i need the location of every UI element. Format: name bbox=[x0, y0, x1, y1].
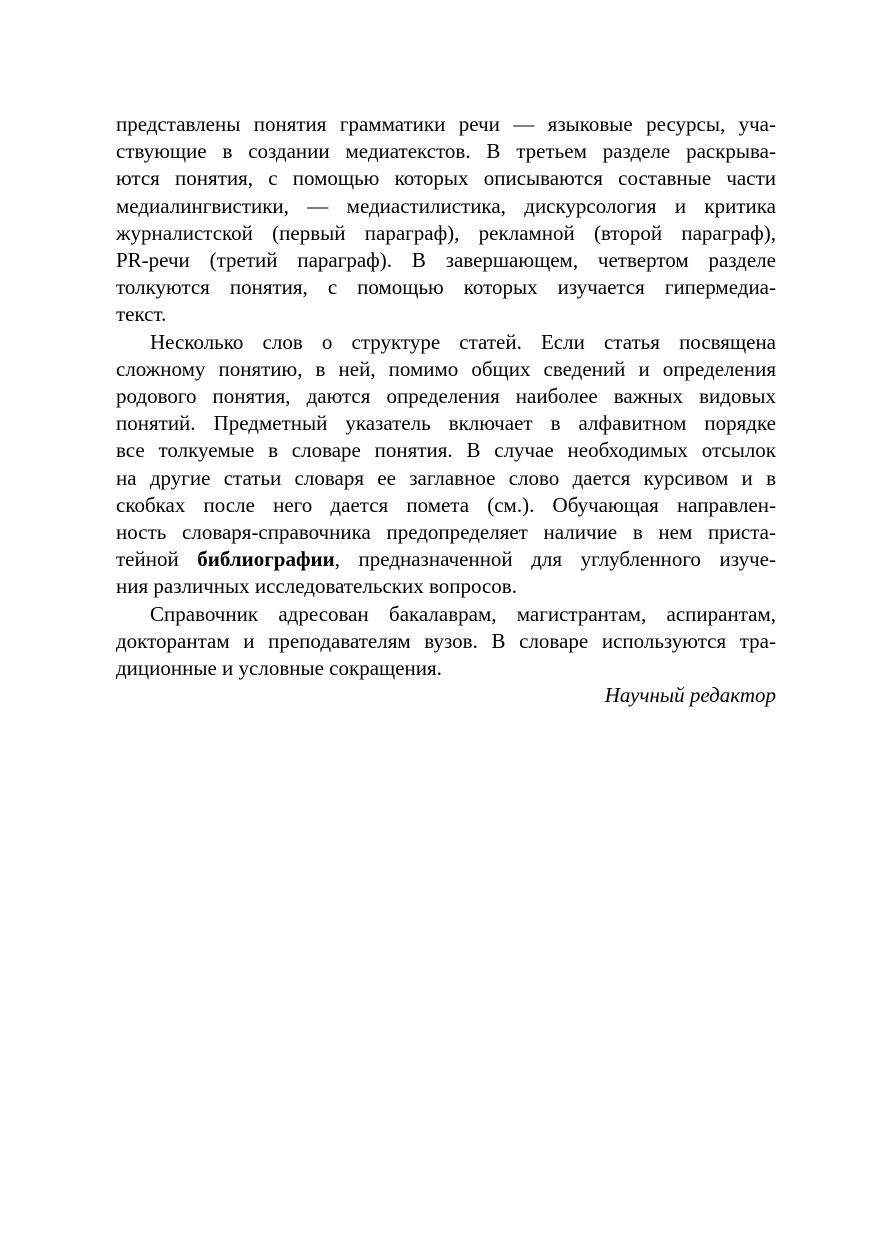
text-line: сложному понятию, в ней, помимо общих сведений и определения bbox=[116, 356, 776, 381]
paragraph-3 bbox=[116, 601, 776, 683]
paragraph-1 bbox=[116, 111, 776, 329]
paragraph-2 bbox=[116, 329, 776, 601]
text-line: диционные и условные сокращения. bbox=[116, 656, 442, 681]
text-line: журналистской (первый параграф), рекламной (второй параграф), bbox=[116, 220, 776, 245]
text-line: ются понятия, с помощью которых описываются составные части bbox=[116, 166, 776, 191]
text-line: представлены понятия грамматики речи — языковые ресурсы, уча- bbox=[116, 112, 776, 136]
text-fragment: тейной bbox=[116, 547, 198, 572]
text-line: на другие статьи словаря ее заглавное слово дается курсивом и в bbox=[116, 465, 776, 490]
text-line: текст. bbox=[116, 302, 167, 327]
text-fragment: , предназначенной для углубленного изуче- bbox=[334, 547, 776, 572]
text-line: ность словаря-справочника предопределяет наличие в нем приста- bbox=[116, 520, 776, 545]
text-line: Справочник адресован бакалаврам, магистрантам, аспирантам, bbox=[150, 601, 776, 626]
body-text bbox=[116, 111, 776, 709]
text-line: понятий. Предметный указатель включает в алфавитном порядке bbox=[116, 411, 776, 436]
signature: Научный редактор bbox=[604, 683, 776, 708]
text-line: скобках после него дается помета (см.). Обучающая направлен- bbox=[116, 492, 776, 517]
bold-term: библиографии bbox=[197, 547, 335, 572]
text-line: медиалингвистики, — медиастилистика, дискурсология и критика bbox=[116, 193, 776, 218]
text-line: толкуются понятия, с помощью которых изучается гипермедиа- bbox=[116, 275, 776, 300]
text-line: PR-речи (третий параграф). В завершающем, четвертом разделе bbox=[116, 248, 776, 273]
text-line: Несколько слов о структуре статей. Если статья посвящена bbox=[150, 329, 776, 354]
text-line: ния различных исследовательских вопросов. bbox=[116, 574, 517, 599]
text-line-with-bold bbox=[116, 546, 776, 573]
text-line: докторантам и преподавателям вузов. В словаре используются тра- bbox=[116, 628, 776, 653]
text-line: родового понятия, даются определения наиболее важных видовых bbox=[116, 384, 776, 409]
text-line: ствующие в создании медиатекстов. В третьем разделе раскрыва- bbox=[116, 139, 776, 164]
text-line: все толкуемые в словаре понятия. В случае необходимых отсылок bbox=[116, 438, 776, 463]
